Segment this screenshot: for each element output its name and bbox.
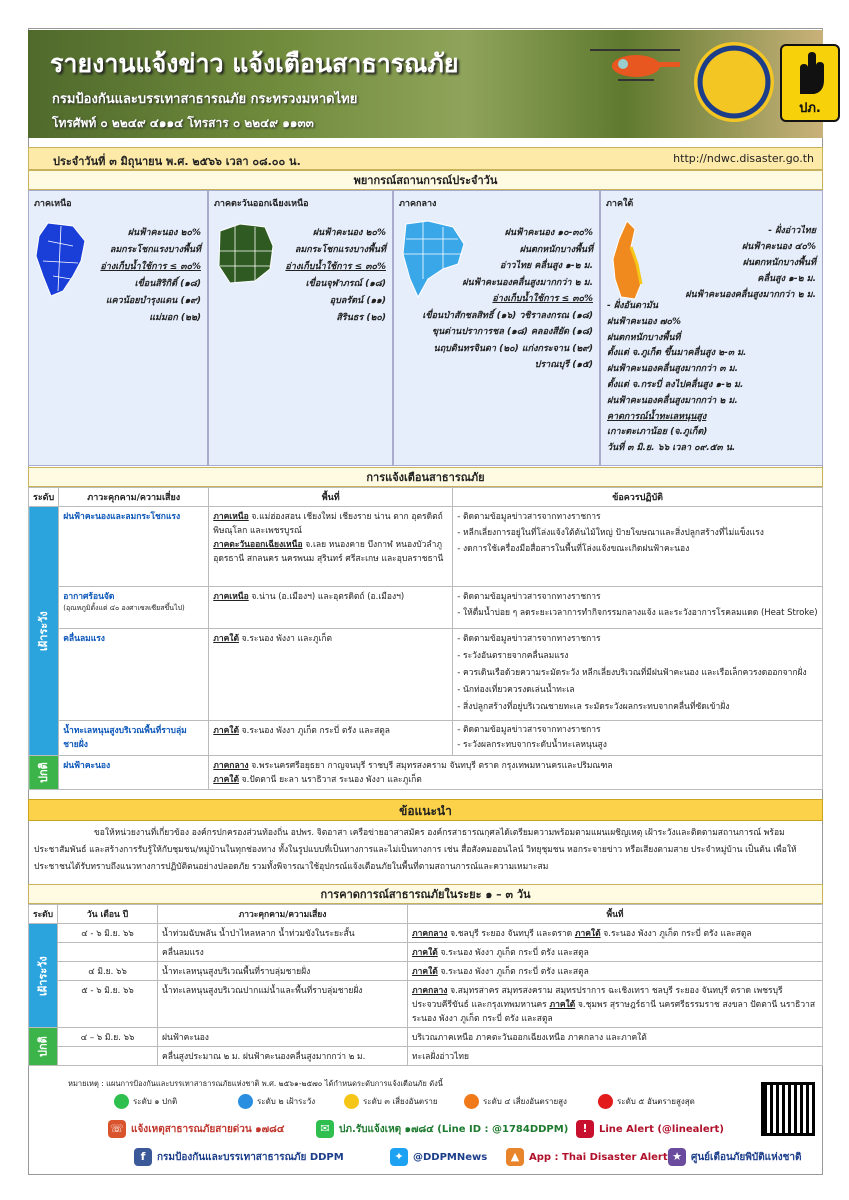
forecast-line: ฝนฟ้าคะนอง ๒๐% (127, 228, 201, 238)
south-andaman-text (607, 299, 746, 457)
hazard-cell: ฝนฟ้าคะนอง (158, 1028, 408, 1047)
center-emblem-icon: ★ (668, 1148, 686, 1166)
forecast-line: แควน้อยบำรุงแดน (๑๙) (105, 296, 201, 306)
level-dot-icon (598, 1094, 613, 1109)
table-row (29, 721, 823, 756)
forecast-line: เขื่อนสิริกิติ์ (๑๘) (134, 279, 201, 289)
region-central-text (422, 225, 593, 374)
northeast-map-icon (215, 221, 277, 287)
region-south (600, 190, 823, 466)
date-cell: ๔ - ๖ มิ.ย. ๖๖ (58, 924, 158, 943)
forecast-line: คลื่นสูง ๑-๒ ม. (757, 274, 816, 284)
forecast-line: ฝนฟ้าคะนอง ๑๐-๓๐% (504, 228, 593, 238)
table-row (29, 924, 823, 943)
hotline-link[interactable]: ☏ แจ้งเหตุสาธารณภัยสายด่วน ๑๗๘๔ (108, 1120, 284, 1138)
forecast-line: ขุนด่านปราการชล (๑๘) คลองสียัด (๑๘) (431, 327, 593, 337)
advice-title: ข้อแนะนำ (28, 799, 823, 821)
ddpm-logo-text: ปภ. (799, 101, 821, 116)
forecast-title: พยากรณ์สถานการณ์ประจำวัน (28, 170, 823, 190)
hazard-cell: ฝนฟ้าคะนองและลมกระโชกแรง (59, 507, 209, 587)
hazard-cell: คลื่นลมแรง (59, 629, 209, 721)
facebook-link[interactable]: f กรมป้องกันและบรรเทาสาธารณภัย DDPM (134, 1148, 344, 1166)
forecast-line: ลมกระโชกแรงบางพื้นที่ (294, 245, 386, 255)
date-bar (28, 147, 823, 170)
table-row (29, 507, 823, 587)
region-central (393, 190, 600, 466)
table-row (29, 1028, 823, 1047)
forecast-line: เขื่อนจุฬาภรณ์ (๑๘) (305, 279, 386, 289)
line-link[interactable]: ✉ ปภ.รับแจ้งเหตุ ๑๗๘๔ (Line ID : @1784DDPM) (316, 1120, 568, 1138)
column-header: ข้อควรปฏิบัติ (453, 488, 823, 507)
app-icon: ▲ (506, 1148, 524, 1166)
south-map-icon (607, 219, 643, 301)
hazard-cell: น้ำทะเลหนุนสูงบริเวณพื้นที่ราบลุ่มชายฝั่ง (59, 721, 209, 756)
region-north-text (100, 225, 201, 327)
hazard-cell: ฝนฟ้าคะนอง (59, 756, 209, 790)
line-icon: ✉ (316, 1120, 334, 1138)
forecast-line: อ่างเก็บน้ำใช้การ ≤ ๓๐% (492, 294, 593, 304)
ministry-seal-icon (694, 42, 774, 122)
area-cell: ภาคกลาง จ.ชลบุรี ระยอง จันทบุรี และตราด ภาคใต้ จ.ระนอง พังงา ภูเก็ต กระบี่ ตรัง และสตูล (408, 924, 823, 943)
region-northeast-text (285, 225, 386, 327)
column-header: ระดับ (29, 488, 59, 507)
region-name: ภาคตะวันออกเฉียงเหนือ (214, 199, 309, 209)
level-3-legend: ระดับ ๓ เสี่ยงอันตราย (344, 1094, 438, 1109)
level-normal-label: ปกติ (29, 1028, 58, 1066)
forecast-line: เขื่อนป่าสักชลสิทธิ์ (๑๖) วชิราลงกรณ (๑๘) (422, 310, 593, 321)
region-north (28, 190, 208, 466)
south-gulf-text (685, 223, 816, 303)
forecast-line: อ่างเก็บน้ำใช้การ ≤ ๓๐% (285, 262, 386, 272)
level-dot-icon (464, 1094, 479, 1109)
table-header (29, 488, 823, 507)
hazard-cell: น้ำทะเลหนุนสูงบริเวณพื้นที่ราบลุ่มชายฝั่ง (158, 962, 408, 981)
ddpm-logo-icon (780, 44, 840, 122)
line-alert-link[interactable]: ! Line Alert (@linealert) (576, 1120, 724, 1138)
hazard-cell: น้ำท่วมฉับพลัน น้ำป่าไหลหลาก น้ำท่วมขังในระยะสั้น (158, 924, 408, 943)
action-cell: - ติดตามข้อมูลข่าวสารจากทางราชการ - หลีกเลี่ยงการอยู่ในที่โล่งแจ้งใต้ต้นไม้ใหญ่ ป้ายโฆษณาและสิ่งปลูกสร้างที่ไม่แข็งแรง - งดการใช้เครื่องมือสื่อสารในพื้นที่โล่งแจ้งขณะเกิดฝนฟ้าคะนอง (453, 507, 823, 587)
hazard-cell: คลื่นลมแรง (158, 943, 408, 962)
table-row (29, 629, 823, 721)
advice-section (28, 799, 823, 880)
contact-numbers: โทรศัพท์ ๐ ๒๒๔๙ ๔๑๑๔ โทรสาร ๐ ๒๒๔๙ ๑๑๓๓ (52, 116, 314, 130)
date-cell (58, 943, 158, 962)
date-cell: ๔ – ๖ มิ.ย. ๖๖ (58, 1028, 158, 1047)
forecast-line: ฝนตกหนักบางพื้นที่ (607, 332, 681, 343)
table-row (29, 981, 823, 1028)
table-row (29, 1047, 823, 1066)
level-1-legend: ระดับ ๑ ปกติ (114, 1094, 177, 1109)
facebook-icon: f (134, 1148, 152, 1166)
forecast-line: - ฝั่งอันดามัน (607, 301, 659, 311)
area-cell: ภาคเหนือ จ.แม่ฮ่องสอน เชียงใหม่ เชียงราย น่าน ตาก อุตรดิตถ์ พิษณุโลก และเพชรบูรณ์ ภาคตะวันออกเฉียงเหนือ จ.เลย หนองคาย บึงกาฬ หนองบัวลำภู อุดรธานี สกลนคร นครพนม สุรินทร์ ศรีสะเกษ และอุบลราชธานี (209, 507, 453, 587)
forecast-3day-table (28, 904, 823, 1066)
warning-title: การแจ้งเตือนสาธารณภัย (28, 467, 823, 487)
forecast-3day-title: การคาดการณ์สาธารณภัยในระยะ ๑ – ๓ วัน (28, 884, 823, 904)
area-cell: ภาคใต้ จ.ระนอง พังงา ภูเก็ต กระบี่ ตรัง และสตูล (408, 943, 823, 962)
advice-text: ขอให้หน่วยงานที่เกี่ยวข้อง องค์กรปกครองส่วนท้องถิ่น อปพร. จิตอาสา เครือข่ายอาสาสมัคร องค์กรสาธารณกุศลได้เตรียมความพร้อมตามแผนเผชิญเหตุ เฝ้าระวังและติดตามสถานการณ์ พร้อมประชาสัมพันธ์ และสร้างการรับรู้ให้กับชุมชน/หมู่บ้านในทุกช่องทาง ทั้งในรูปแบบที่เป็นทางการและไม่เป็นทางการ เช่น สื่อสังคมออนไลน์ วิทยุชุมชน หอกระจายข่าว หรือเสียงตามสาย ประจำหมู่บ้าน เป็นต้น เพื่อให้ประชาชนได้รับทราบถึงแนวทางการปฏิบัติตนอย่างปลอดภัย รวมทั้งพิจารณาใช้อุปกรณ์แจ้งเตือนภัยในพื้นที่ตามสถานการณ์และความเหมาะสม (34, 828, 797, 872)
level-dot-icon (344, 1094, 359, 1109)
area-cell: ภาคกลาง จ.สมุทรสาคร สมุทรสงคราม สมุทรปราการ ฉะเชิงเทรา ชลบุรี ระยอง จันทบุรี ตราด เพชรบุรี ประจวบคีรีขันธ์ และกรุงเทพมหานคร ภาคใต้ จ.ชุมพร สุราษฎร์ธานี นครศรีธรรมราช สงขลา ปัตตานี นราธิวาส ระนอง พังงา ภูเก็ต กระบี่ ตรัง และสตูล (408, 981, 823, 1028)
region-name: ภาคใต้ (606, 199, 634, 209)
forecast-line: นฤบดินทรจินดา (๒๐) แก่งกระจาน (๒๙) (433, 343, 593, 354)
north-map-icon (33, 221, 93, 301)
level-normal-label: ปกติ (29, 756, 59, 790)
column-header: วัน เดือน ปี (58, 905, 158, 924)
column-header: พื้นที่ (209, 488, 453, 507)
forecast-line: ฝนฟ้าคะนอง ๗๐% (607, 316, 682, 327)
forecast-line: ฝนฟ้าคะนองคลื่นสูงมากกว่า ๓ ม. (607, 364, 738, 375)
level-5-legend: ระดับ ๕ อันตรายสูงสุด (598, 1094, 695, 1109)
hazard-cell: คลื่นสูงประมาณ ๒ ม. ฝนฟ้าคะนองคลื่นสูงมากกว่า ๒ ม. (158, 1047, 408, 1066)
forecast-line: ลมกระโชกแรงบางพื้นที่ (109, 245, 201, 255)
forecast-line: สิรินธร (๒๐) (336, 313, 386, 323)
forecast-line: ฝนตกหนักบางพื้นที่ (519, 244, 593, 255)
region-name: ภาคเหนือ (34, 199, 72, 209)
forecast-line: อ่างเก็บน้ำใช้การ ≤ ๓๐% (100, 262, 201, 272)
level-dot-icon (238, 1094, 253, 1109)
report-date: ประจำวันที่ ๓ มิถุนายน พ.ศ. ๒๕๖๖ เวลา ๐๘.๐๐ น. (53, 155, 301, 168)
table-row (29, 756, 823, 790)
forecast-line: แม่มอก (๒๒) (149, 313, 201, 323)
twitter-icon: ✦ (390, 1148, 408, 1166)
table-row (29, 962, 823, 981)
level-4-legend: ระดับ ๔ เสี่ยงอันตรายสูง (464, 1094, 567, 1109)
area-cell: บริเวณภาคเหนือ ภาคตะวันออกเฉียงเหนือ ภาคกลาง และภาคใต้ (408, 1028, 823, 1047)
table-row (29, 943, 823, 962)
forecast-line: ฝนฟ้าคะนองคลื่นสูงมากกว่า ๒ ม. (685, 290, 816, 300)
warning-table (28, 487, 823, 790)
forecast-line: ปราณบุรี (๑๕) (534, 360, 593, 370)
column-header: พื้นที่ (408, 905, 823, 924)
forecast-line: ฝนฟ้าคะนองคลื่นสูงมากกว่า ๒ ม. (462, 277, 593, 288)
phone-icon: ☏ (108, 1120, 126, 1138)
action-cell: - ติดตามข้อมูลข่าวสารจากทางราชการ - ระวังอันตรายจากคลื่นลมแรง - ควรเดินเรือด้วยความระมัดระวัง หลีกเลี่ยงบริเวณที่มีฝนฟ้าคะนอง และเรือเล็กควรงดออกจากฝั่ง - นักท่องเที่ยวควรงดเล่นน้ำทะเล - สิ่งปลูกสร้างที่อยู่บริเวณชายทะเล ระมัดระวังผลกระทบจากคลื่นที่ซัดเข้าฝั่ง (453, 629, 823, 721)
forecast-line: เกาะตะเภาน้อย (จ.ภูเก็ต) (607, 427, 708, 438)
forecast-line: คาดการณ์น้ำทะเลหนุนสูง (607, 411, 707, 422)
forecast-line: อุบลรัตน์ (๑๑) (329, 296, 386, 306)
forecast-line: ฝนฟ้าคะนองคลื่นสูงมากกว่า ๒ ม. (607, 395, 738, 406)
footer-legend (28, 1078, 823, 1174)
region-name: ภาคกลาง (399, 199, 437, 209)
hazard-cell: อากาศร้อนจัด (อุณหภูมิตั้งแต่ ๔๐ องศาเซลเซียสขึ้นไป) (59, 587, 209, 629)
forecast-line: ตั้งแต่ จ.ภูเก็ต ขึ้นมาคลื่นสูง ๒-๓ ม. (607, 348, 747, 359)
forecast-line: ฝนฟ้าคะนอง ๒๐% (312, 228, 386, 238)
date-cell: ๕ - ๖ มิ.ย. ๖๖ (58, 981, 158, 1028)
action-cell: - ติดตามข้อมูลข่าวสารจากทางราชการ - ระวังผลกระทบจากระดับน้ำทะเลหนุนสูง (453, 721, 823, 756)
warning-center-label: ★ ศูนย์เตือนภัยพิบัติแห่งชาติ (668, 1148, 802, 1166)
level-2-legend: ระดับ ๒ เฝ้าระวัง (238, 1094, 315, 1109)
table-header (29, 905, 823, 924)
forecast-line: ตั้งแต่ จ.กระบี่ ลงไปคลื่นสูง ๑-๒ ม. (607, 379, 744, 390)
level-dot-icon (114, 1094, 129, 1109)
helicopter-icon (588, 44, 683, 88)
forecast-line: ฝนตกหนักบางพื้นที่ (742, 258, 816, 268)
area-cell: ภาคใต้ จ.ระนอง พังงา ภูเก็ต กระบี่ ตรัง และสตูล (209, 721, 453, 756)
forecast-line: อ่าวไทย คลื่นสูง ๑-๒ ม. (500, 261, 593, 271)
area-cell: ภาคกลาง จ.พระนครศรีอยุธยา กาญจนบุรี ราชบุรี สมุทรสงคราม จันทบุรี ตราด กรุงเทพมหานครและปริมณฑล ภาคใต้ จ.ปัตตานี ยะลา นราธิวาส ระนอง พังงา และภูเก็ต (209, 756, 823, 790)
website-link[interactable]: http://ndwc.disaster.go.th (673, 152, 814, 165)
level-watch-label: เฝ้าระวัง (29, 507, 59, 756)
area-cell: ภาคเหนือ จ.น่าน (อ.เมืองฯ) และอุตรดิตถ์ (อ.เมืองฯ) (209, 587, 453, 629)
date-cell: ๔ มิ.ย. ๖๖ (58, 962, 158, 981)
level-watch-label: เฝ้าระวัง (29, 924, 58, 1028)
report-title: รายงานแจ้งข่าว แจ้งเตือนสาธารณภัย (50, 49, 459, 78)
app-link[interactable]: ▲ App : Thai Disaster Alert (506, 1148, 668, 1166)
column-header: ภาวะคุกคาม/ความเสี่ยง (59, 488, 209, 507)
table-row (29, 587, 823, 629)
twitter-link[interactable]: ✦ @DDPMNews (390, 1148, 487, 1166)
area-cell: ภาคใต้ จ.ระนอง พังงา และภูเก็ต (209, 629, 453, 721)
qr-code-icon[interactable] (761, 1082, 815, 1136)
legend-note: หมายเหตุ : แผนการป้องกันและบรรเทาสาธารณภัยแห่งชาติ พ.ศ. ๒๕๖๑-๒๕๗๐ ได้กำหนดระดับการแจ้งเตือนภัย ดังนี้ (68, 1079, 443, 1088)
alert-icon: ! (576, 1120, 594, 1138)
action-cell: - ติดตามข้อมูลข่าวสารจากทางราชการ - ให้ดื่มน้ำบ่อย ๆ ลดระยะเวลาการทำกิจกรรมกลางแจ้ง และระวังอาการโรคลมแดด (Heat Stroke) (453, 587, 823, 629)
hazard-cell: น้ำทะเลหนุนสูงบริเวณปากแม่น้ำและพื้นที่ราบลุ่มชายฝั่ง (158, 981, 408, 1028)
area-cell: ภาคใต้ จ.ระนอง พังงา ภูเก็ต กระบี่ ตรัง และสตูล (408, 962, 823, 981)
forecast-line: - ฝั่งอ่าวไทย (768, 226, 816, 236)
column-header: ภาวะคุกคาม/ความเสี่ยง (158, 905, 408, 924)
column-header: ระดับ (29, 905, 58, 924)
org-name: กรมป้องกันและบรรเทาสาธารณภัย กระทรวงมหาดไทย (52, 92, 358, 107)
forecast-line: ฝนฟ้าคะนอง ๔๐% (741, 242, 816, 252)
date-cell (58, 1047, 158, 1066)
region-northeast (208, 190, 393, 466)
area-cell: ทะเลฝั่งอ่าวไทย (408, 1047, 823, 1066)
forecast-line: วันที่ ๓ มิ.ย. ๖๖ เวลา ๐๙.๕๓ น. (607, 443, 736, 454)
header-banner (28, 30, 823, 138)
